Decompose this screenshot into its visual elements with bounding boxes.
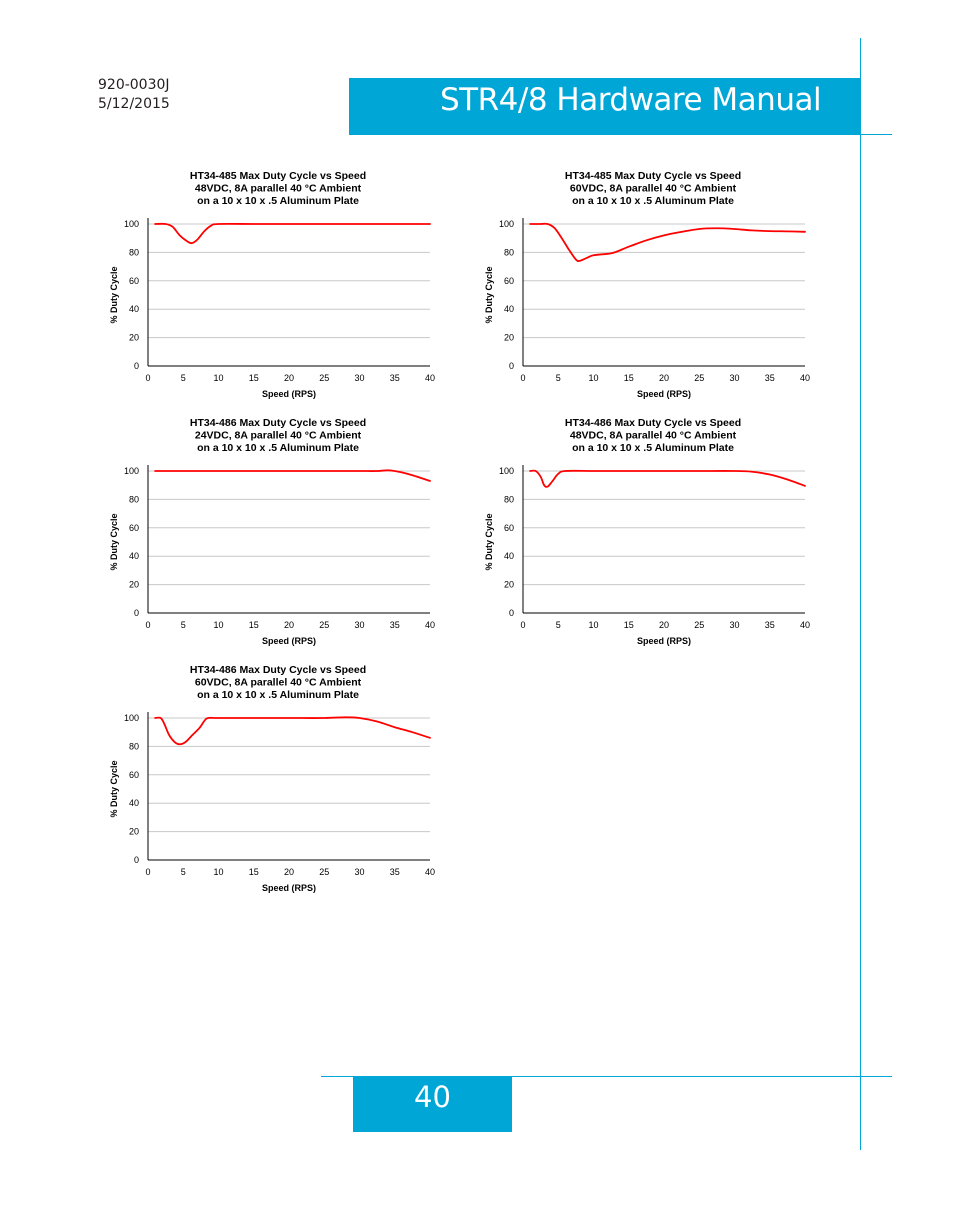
x-tick-label: 25 [319, 867, 330, 877]
x-tick-label: 0 [145, 620, 151, 630]
chart-ht34-486-48vdc [473, 412, 823, 650]
chart-title-line: HT34-486 Max Duty Cycle vs Speed [564, 417, 742, 429]
y-tick-label: 20 [503, 579, 514, 590]
x-tick-label: 30 [729, 620, 740, 630]
y-tick-label: 20 [128, 579, 139, 590]
series-line [155, 717, 430, 744]
x-axis-label: Speed (RPS) [261, 636, 317, 646]
x-tick-label: 20 [283, 620, 295, 630]
y-tick-label: 0 [508, 608, 514, 618]
y-tick-label: 80 [503, 494, 514, 505]
document-date: 5/12/2015 [98, 96, 170, 112]
y-axis-label: % Duty Cycle [484, 266, 494, 324]
x-tick-label: 20 [658, 620, 670, 630]
x-tick-label: 15 [623, 620, 634, 630]
x-tick-label: 0 [145, 373, 151, 383]
x-tick-label: 25 [694, 373, 705, 383]
x-axis-label: Speed (RPS) [636, 389, 692, 399]
x-axis-label: Speed (RPS) [261, 389, 317, 399]
x-tick-label: 0 [520, 373, 526, 383]
x-tick-label: 25 [319, 620, 330, 630]
y-tick-label: 100 [498, 219, 514, 229]
chart-title-line: HT34-486 Max Duty Cycle vs Speed [189, 417, 367, 429]
chart-title-line: 48VDC, 8A parallel 40 °C Ambient [194, 182, 362, 195]
x-tick-label: 0 [520, 620, 526, 630]
y-tick-label: 60 [128, 769, 139, 780]
y-tick-label: 60 [128, 522, 139, 533]
y-tick-label: 80 [128, 741, 139, 752]
chart-title-line: on a 10 x 10 x .5 Aluminum Plate [572, 195, 734, 207]
chart-title-line: on a 10 x 10 x .5 Aluminum Plate [197, 195, 359, 207]
x-tick-label: 15 [623, 373, 634, 383]
x-tick-label: 25 [319, 373, 330, 383]
y-tick-label: 100 [123, 713, 139, 723]
y-tick-label: 40 [128, 798, 139, 809]
x-tick-label: 35 [764, 373, 775, 383]
chart-title-line: 60VDC, 8A parallel 40 °C Ambient [194, 676, 362, 689]
y-tick-label: 40 [503, 304, 514, 315]
x-tick-label: 30 [354, 620, 365, 630]
x-tick-label: 20 [283, 867, 295, 877]
y-tick-label: 100 [123, 466, 139, 476]
y-tick-label: 20 [128, 332, 139, 343]
y-axis-label: % Duty Cycle [109, 760, 119, 818]
chart-title-line: HT34-486 Max Duty Cycle vs Speed [189, 664, 367, 676]
chart-ht34-485-60vdc [473, 165, 823, 403]
y-tick-label: 80 [128, 494, 139, 505]
x-axis-label: Speed (RPS) [261, 883, 317, 893]
right-margin-rule [860, 38, 861, 1150]
x-tick-label: 40 [424, 867, 436, 877]
series-line [155, 470, 430, 481]
y-tick-label: 0 [133, 361, 139, 371]
chart-ht34-486-60vdc [98, 659, 448, 897]
document-meta [98, 76, 170, 114]
series-line [530, 224, 805, 261]
series-line [530, 471, 805, 487]
chart-ht34-485-48vdc [98, 165, 448, 403]
x-tick-label: 5 [180, 867, 186, 877]
x-tick-label: 25 [694, 620, 705, 630]
x-tick-label: 10 [213, 373, 224, 383]
y-tick-label: 60 [128, 275, 139, 286]
x-tick-label: 30 [354, 373, 365, 383]
x-tick-label: 40 [799, 373, 811, 383]
y-tick-label: 40 [503, 551, 514, 562]
chart-title-line: HT34-485 Max Duty Cycle vs Speed [189, 170, 367, 182]
y-tick-label: 80 [503, 247, 514, 258]
x-tick-label: 5 [555, 620, 561, 630]
y-tick-label: 0 [133, 608, 139, 618]
x-tick-label: 30 [354, 867, 365, 877]
y-tick-label: 0 [133, 855, 139, 865]
y-tick-label: 0 [508, 361, 514, 371]
y-tick-label: 60 [503, 275, 514, 286]
y-tick-label: 80 [128, 247, 139, 258]
y-tick-label: 60 [503, 522, 514, 533]
chart-title-line: 60VDC, 8A parallel 40 °C Ambient [569, 182, 737, 195]
document-number: 920-0030J [98, 77, 170, 93]
page-number: 40 [414, 1080, 451, 1114]
x-tick-label: 15 [248, 620, 259, 630]
chart-title-line: 48VDC, 8A parallel 40 °C Ambient [569, 429, 737, 442]
x-tick-label: 15 [248, 373, 259, 383]
y-axis-label: % Duty Cycle [484, 513, 494, 571]
x-tick-label: 35 [389, 867, 400, 877]
x-tick-label: 30 [729, 373, 740, 383]
series-line [155, 224, 430, 243]
chart-title-line: HT34-485 Max Duty Cycle vs Speed [564, 170, 742, 182]
x-tick-label: 40 [799, 620, 811, 630]
y-axis-label: % Duty Cycle [109, 266, 119, 324]
y-tick-label: 20 [128, 826, 139, 837]
x-tick-label: 5 [180, 620, 186, 630]
x-tick-label: 5 [555, 373, 561, 383]
y-tick-label: 20 [503, 332, 514, 343]
x-tick-label: 0 [145, 867, 151, 877]
x-tick-label: 35 [389, 620, 400, 630]
page-title: STR4/8 Hardware Manual [440, 82, 822, 118]
x-tick-label: 40 [424, 620, 436, 630]
x-tick-label: 40 [424, 373, 436, 383]
header-rule [349, 134, 892, 135]
y-tick-label: 100 [498, 466, 514, 476]
chart-ht34-486-24vdc [98, 412, 448, 650]
x-tick-label: 10 [213, 620, 224, 630]
y-tick-label: 40 [128, 304, 139, 315]
x-tick-label: 10 [588, 620, 599, 630]
chart-title-line: 24VDC, 8A parallel 40 °C Ambient [194, 429, 362, 442]
y-tick-label: 40 [128, 551, 139, 562]
y-tick-label: 100 [123, 219, 139, 229]
chart-title-line: on a 10 x 10 x .5 Aluminum Plate [572, 442, 734, 454]
x-tick-label: 35 [389, 373, 400, 383]
x-tick-label: 20 [283, 373, 295, 383]
chart-title-line: on a 10 x 10 x .5 Aluminum Plate [197, 442, 359, 454]
x-tick-label: 10 [213, 867, 224, 877]
x-tick-label: 5 [180, 373, 186, 383]
x-tick-label: 15 [248, 867, 259, 877]
x-tick-label: 35 [764, 620, 775, 630]
x-axis-label: Speed (RPS) [636, 636, 692, 646]
x-tick-label: 20 [658, 373, 670, 383]
chart-title-line: on a 10 x 10 x .5 Aluminum Plate [197, 689, 359, 701]
y-axis-label: % Duty Cycle [109, 513, 119, 571]
x-tick-label: 10 [588, 373, 599, 383]
